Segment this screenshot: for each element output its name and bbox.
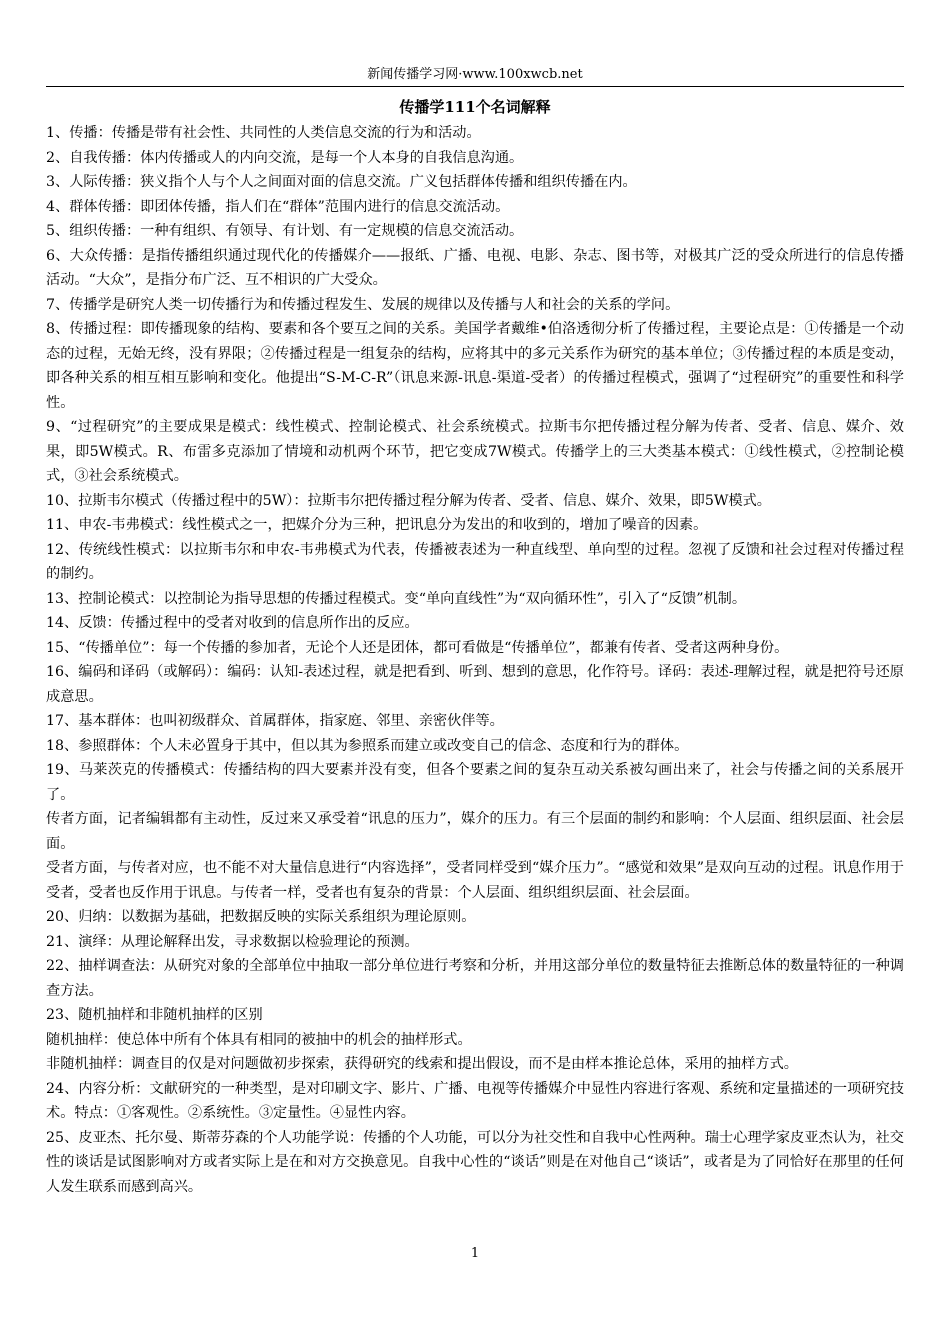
paragraph: 15、“传播单位”：每一个传播的参加者，无论个人还是团体，都可看做是“传播单位”，都兼有传者、受者这两种身份。 xyxy=(46,639,789,656)
paragraph: 2、自我传播：体内传播或人的内向交流，是每一个人本身的自我信息沟通。 xyxy=(46,149,524,166)
paragraph: 受者方面，与传者对应，也不能不对大量信息进行“内容选择”，受者同样受到“媒介压力”。“感觉和效果”是双向互动的过程。讯息作用于受者，受者也反作用于讯息。与传者一样，受者也有复杂的背景：个人层面、组织组织层面、社会层面。 xyxy=(46,860,904,901)
paragraph: 7、传播学是研究人类一切传播行为和传播过程发生、发展的规律以及传播与人和社会的关系的学问。 xyxy=(46,296,680,313)
page-header: 新闻传播学习网·www.100xwcb.net xyxy=(367,67,583,82)
paragraph: 17、基本群体：也叫初级群众、首属群体，指家庭、邻里、亲密伙伴等。 xyxy=(46,713,504,729)
paragraph: 13、控制论模式：以控制论为指导思想的传播过程模式。变“单向直线性”为“双向循环性”，引入了“反馈”机制。 xyxy=(46,590,747,607)
paragraph: 5、组织传播：一种有组织、有领导、有计划、有一定规模的信息交流活动。 xyxy=(46,223,524,239)
document-body xyxy=(46,121,904,1199)
paragraph: 18、参照群体：个人未必置身于其中，但以其为参照系而建立或改变自己的信念、态度和行为的群体。 xyxy=(46,737,689,754)
paragraph: 24、内容分析：文献研究的一种类型，是对印刷文字、影片、广播、电视等传播媒介中显性内容进行客观、系统和定量描述的一项研究技术。特点：①客观性。②系统性。③定量性。④显性内容。 xyxy=(46,1080,904,1121)
paragraph: 3、人际传播：狭义指个人与个人之间面对面的信息交流。广义包括群体传播和组织传播在内。 xyxy=(46,174,637,190)
paragraph: 14、反馈：传播过程中的受者对收到的信息所作出的反应。 xyxy=(46,615,419,631)
paragraph: 6、大众传播：是指传播组织通过现代化的传播媒介——报纸、广播、电视、电影、杂志、图书等，对极其广泛的受众所进行的信息传播活动。“大众”，是指分布广泛、互不相识的广大受众。 xyxy=(46,247,904,288)
paragraph: 19、马莱茨克的传播模式：传播结构的四大要素并没有变，但各个要素之间的复杂互动关系被勾画出来了，社会与传播之间的关系展开了。 xyxy=(46,762,904,803)
paragraph: 传者方面，记者编辑都有主动性，反过来又承受着“讯息的压力”，媒介的压力。有三个层面的制约和影响：个人层面、组织层面、社会层面。 xyxy=(46,811,904,852)
paragraph: 16、编码和译码（或解码）：编码：认知-表述过程，就是把看到、听到、想到的意思，化作符号。译码：表述-理解过程，就是把符号还原成意思。 xyxy=(46,664,904,705)
header-divider xyxy=(46,86,904,87)
paragraph: 10、拉斯韦尔模式（传播过程中的5W）：拉斯韦尔把传播过程分解为传者、受者、信息、媒介、效果，即5W模式。 xyxy=(46,492,771,509)
paragraph: 25、皮亚杰、托尔曼、斯蒂芬森的个人功能学说：传播的个人功能，可以分为社交性和自我中心性两种。瑞士心理学家皮亚杰认为，社交性的谈话是试图影响对方或者实际上是在和对方交换意见。自我中心性的“谈话”则是在对他自己“谈话”，或者是为了同恰好在那里的任何人发生联系而感到高兴。 xyxy=(46,1129,904,1195)
paragraph: 非随机抽样：调查目的仅是对问题做初步探索，获得研究的线索和提出假设，而不是由样本推论总体，采用的抽样方式。 xyxy=(46,1056,798,1072)
paragraph: 1、传播：传播是带有社会性、共同性的人类信息交流的行为和活动。 xyxy=(46,125,481,141)
paragraph: 随机抽样：使总体中所有个体具有相同的被抽中的机会的抽样形式。 xyxy=(46,1031,472,1048)
paragraph: 20、归纳：以数据为基础，把数据反映的实际关系组织为理论原则。 xyxy=(46,909,476,925)
paragraph: 23、随机抽样和非随机抽样的区别 xyxy=(46,1007,263,1023)
paragraph: 11、申农-韦弗模式：线性模式之一，把媒介分为三种，把讯息分为发出的和收到的，增加了噪音的因素。 xyxy=(46,517,708,533)
paragraph: 21、演绎：从理论解释出发，寻求数据以检验理论的预测。 xyxy=(46,933,419,950)
paragraph: 12、传统线性模式：以拉斯韦尔和申农-韦弗模式为代表，传播被表述为一种直线型、单向型的过程。忽视了反馈和社会过程对传播过程的制约。 xyxy=(46,541,904,582)
paragraph: 8、传播过程：即传播现象的结构、要素和各个要互之间的关系。美国学者戴维•伯洛透彻分析了传播过程，主要论点是：①传播是一个动态的过程，无始无终，没有界限；②传播过程是一组复杂的结构，应将其中的多元关系作为研究的基本单位；③传播过程的本质是变动，即各种关系的相互相互影响和变化。他提出“S-M-C-R”（讯息来源-讯息-渠道-受者）的传播过程模式，强调了“过程研究”的重要性和科学性。 xyxy=(46,321,904,411)
paragraph: 4、群体传播：即团体传播，指人们在“群体”范围内进行的信息交流活动。 xyxy=(46,198,510,215)
paragraph: 22、抽样调查法：从研究对象的全部单位中抽取一部分单位进行考察和分析，并用这部分单位的数量特征去推断总体的数量特征的一种调查方法。 xyxy=(46,958,904,999)
page-number: 1 xyxy=(470,1246,480,1261)
paragraph: 9、“过程研究”的主要成果是模式：线性模式、控制论模式、社会系统模式。拉斯韦尔把传播过程分解为传者、受者、信息、媒介、效果，即5W模式。R、布雷多克添加了情境和动机两个环节，把它变成7W模式。传播学上的三大类基本模式：①线性模式，②控制论模式，③社会系统模式。 xyxy=(46,419,904,484)
document-title: 传播学111个名词解释 xyxy=(399,98,551,116)
